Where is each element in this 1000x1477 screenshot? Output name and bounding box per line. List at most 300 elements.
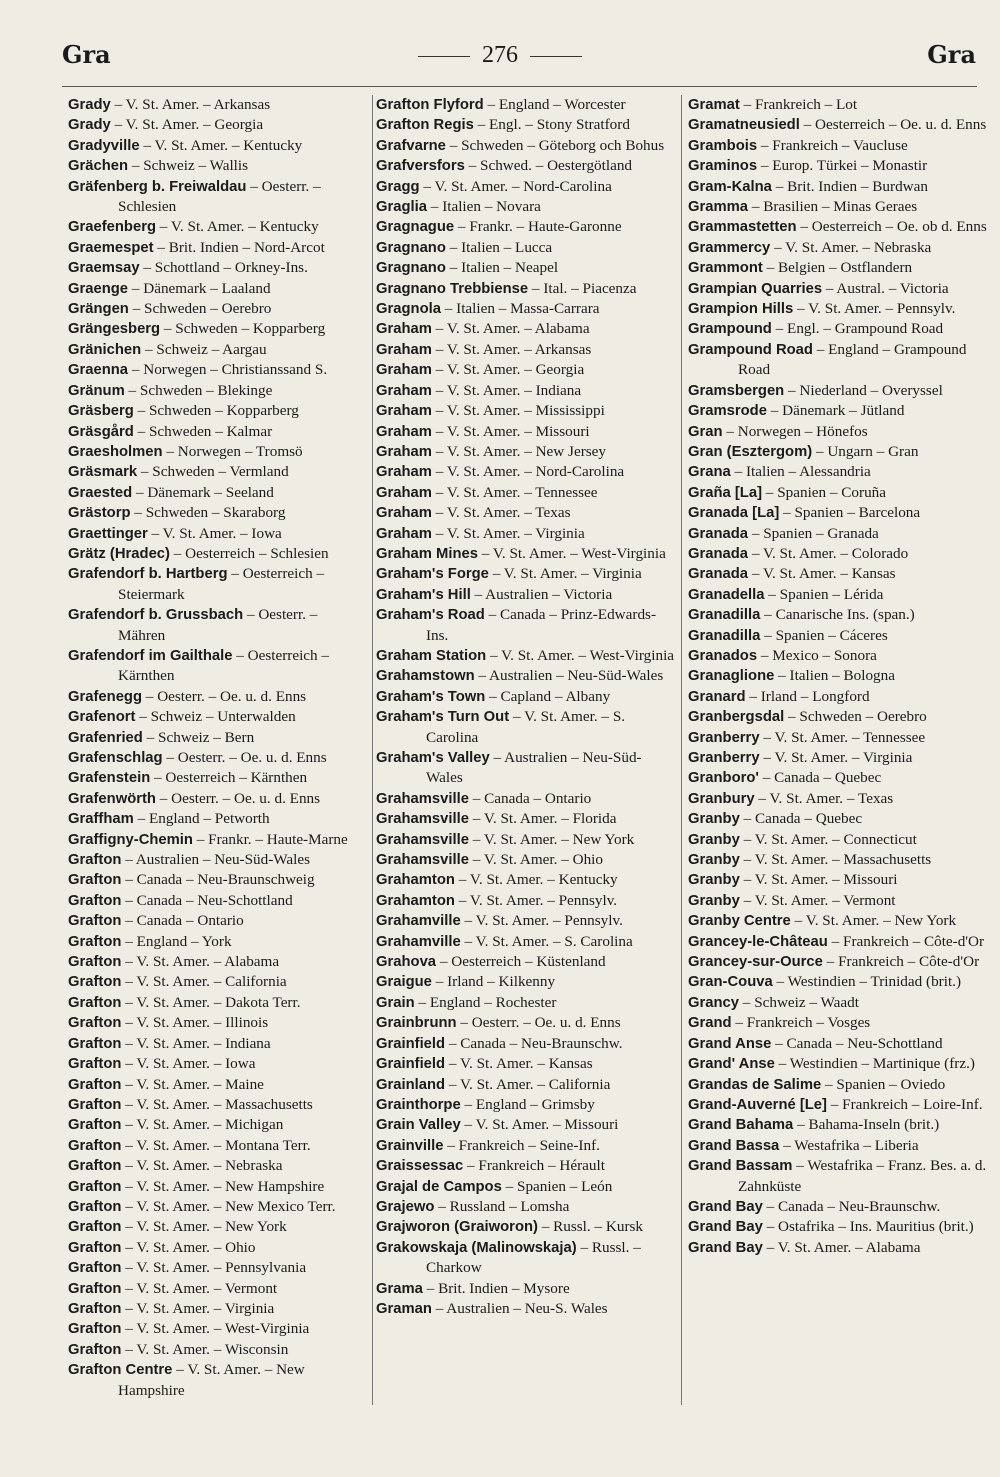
entry-headword: Graminos <box>688 158 758 175</box>
gazetteer-entry <box>376 544 676 564</box>
entry-headword: Granada [La] <box>688 505 780 522</box>
entry-location: – V. St. Amer. – New York <box>790 912 957 930</box>
entry-headword: Gränichen <box>68 341 142 358</box>
gazetteer-entry <box>688 789 988 809</box>
entry-headword: Granada <box>688 566 749 583</box>
gazetteer-entry <box>376 136 676 156</box>
entry-location: – Oesterreich – Kärnthen <box>118 646 330 685</box>
entry-location: – Ostafrika – Ins. Mauritius (brit.) <box>762 1218 974 1236</box>
entry-location: – Brit. Indien – Mysore <box>422 1279 570 1297</box>
entry-headword: Gräsgård <box>68 423 134 440</box>
page-number-dash-left <box>418 56 470 57</box>
entry-headword: Grampian Quarries <box>688 280 823 297</box>
entry-location: – Schweiz – Waadt <box>739 993 859 1011</box>
entry-headword: Grady <box>68 97 111 113</box>
gazetteer-entry <box>688 768 988 788</box>
entry-headword: Grand Bassam <box>688 1158 793 1175</box>
entry-headword: Grampion Hills <box>688 301 794 318</box>
gazetteer-entry <box>68 972 368 992</box>
entry-location: – V. St. Amer. – Tennessee <box>759 728 926 746</box>
page-number-dash-right <box>530 56 582 57</box>
entry-location: – V. St. Amer. – Pennsylv. <box>460 912 623 930</box>
gazetteer-entry <box>376 319 676 339</box>
gazetteer-entry <box>688 972 988 992</box>
entry-headword: Grafvarne <box>376 137 446 154</box>
gazetteer-entry <box>68 1034 368 1054</box>
entry-location: – Canada – Neu-Schottland <box>771 1034 943 1052</box>
gazetteer-entry <box>688 1013 988 1033</box>
entry-location: – Canada – Ontario <box>468 789 592 807</box>
entry-location: – Norwegen – Christianssand S. <box>128 361 328 379</box>
entry-location: – Schweiz – Wallis <box>128 157 249 175</box>
entry-location: – Frankreich – Vosges <box>731 1014 871 1032</box>
gazetteer-entry <box>688 870 988 890</box>
gazetteer-entry <box>68 462 368 482</box>
entry-location: – V. St. Amer. – Georgia <box>110 116 264 134</box>
entry-headword: Gran-Couva <box>688 974 773 991</box>
entry-headword: Granadella <box>688 586 765 603</box>
entry-location: – Bahama-Inseln (brit.) <box>793 1116 940 1134</box>
gazetteer-entry <box>376 687 676 707</box>
gazetteer-entry <box>376 1075 676 1095</box>
entry-headword: Grandas de Salime <box>688 1076 822 1093</box>
entry-location: – Engl. – Grampound Road <box>771 320 944 338</box>
entry-location: – V. St. Amer. – Nord-Carolina <box>431 463 625 481</box>
entry-location: – Brit. Indien – Nord-Arcot <box>153 238 325 256</box>
entry-headword: Gram-Kalna <box>688 178 772 195</box>
gazetteer-entry <box>68 340 368 360</box>
entry-headword: Gragg <box>376 178 420 195</box>
entry-location: – Australien – Neu-S. Wales <box>431 1299 608 1317</box>
entry-headword: Grampound <box>688 321 772 338</box>
entry-headword: Grafton <box>68 994 122 1011</box>
entry-location: – V. St. Amer. – California <box>121 973 287 991</box>
gazetteer-entry <box>688 177 988 197</box>
gazetteer-entry <box>688 136 988 156</box>
entry-headword: Grafton <box>68 974 122 991</box>
entry-location: – Canada – Neu-Braunschw. <box>762 1197 941 1215</box>
entry-location: – England – Grampound Road <box>738 340 967 379</box>
entry-headword: Grängen <box>68 301 129 318</box>
gazetteer-entry <box>68 401 368 421</box>
gazetteer-entry <box>376 524 676 544</box>
entry-location: – Schweden – Oerebro <box>128 300 272 318</box>
gazetteer-entry <box>68 993 368 1013</box>
entry-location: – Schottland – Orkney-Ins. <box>139 259 308 277</box>
gazetteer-entry <box>68 136 368 156</box>
entry-headword: Graman <box>376 1300 432 1317</box>
gazetteer-entry <box>376 1115 676 1135</box>
entry-location: – V. St. Amer. – West-Virginia <box>121 1320 310 1338</box>
entry-headword: Grafton <box>68 1260 122 1277</box>
entry-headword: Gragnano <box>376 239 446 256</box>
gazetteer-entry <box>376 360 676 380</box>
entry-headword: Graefenberg <box>68 219 156 236</box>
gazetteer-entry <box>68 1340 368 1360</box>
entry-headword: Grainbrunn <box>376 1015 457 1032</box>
entry-location: – Canada – Ontario <box>121 912 244 930</box>
page-number <box>0 42 1000 69</box>
gazetteer-entry <box>68 1299 368 1319</box>
entry-location: – Spanien – Granada <box>748 524 879 542</box>
entry-headword: Grahamville <box>376 933 461 950</box>
entry-location: – Schweden – Kopparberg <box>133 402 299 420</box>
gazetteer-entry <box>68 1177 368 1197</box>
entry-location: – Frankreich – Hérault <box>463 1157 605 1175</box>
gazetteer-entry <box>688 830 988 850</box>
gazetteer-entry <box>688 299 988 319</box>
entry-location: – Oesterr. – Schlesien <box>118 177 321 216</box>
column-2 <box>376 95 676 1319</box>
gazetteer-entry <box>68 1136 368 1156</box>
entry-location: – Canada – Quebec <box>758 769 882 787</box>
entry-location: – Oesterr. – Oe. u. d. Enns <box>155 789 321 807</box>
gazetteer-entry <box>68 1258 368 1278</box>
entry-headword: Grand' Anse <box>688 1056 775 1073</box>
column-divider <box>372 95 373 1405</box>
entry-headword: Grafenried <box>68 729 143 746</box>
gazetteer-entry <box>688 483 988 503</box>
gazetteer-entry <box>68 830 368 850</box>
entry-headword: Grafton <box>68 1035 122 1052</box>
entry-headword: Graham <box>376 464 432 481</box>
entry-location: – England – York <box>121 932 232 950</box>
gazetteer-entry <box>688 1115 988 1135</box>
entry-location: – V. St. Amer. – West-Virginia <box>477 544 666 562</box>
entry-headword: Grafton <box>68 954 122 971</box>
gazetteer-entry <box>376 483 676 503</box>
entry-headword: Grand Bay <box>688 1219 763 1236</box>
entry-headword: Grahamsville <box>376 831 469 848</box>
gazetteer-entry <box>376 156 676 176</box>
entry-location: – V. St. Amer. – Montana Terr. <box>121 1136 311 1154</box>
entry-headword: Grainville <box>376 1137 444 1154</box>
entry-headword: Grahamville <box>376 913 461 930</box>
entry-headword: Grängesberg <box>68 321 161 338</box>
entry-headword: Grächen <box>68 158 129 175</box>
entry-headword: Grammont <box>688 260 763 277</box>
entry-headword: Grand Bay <box>688 1239 763 1256</box>
gazetteer-entry <box>688 707 988 727</box>
entry-location: – V. St. Amer. – New Hampshire <box>121 1177 325 1195</box>
entry-headword: Graham <box>376 403 432 420</box>
entry-location: – Russland – Lomsha <box>434 1197 570 1215</box>
entry-location: – Australien – Neu-Süd-Wales <box>121 851 311 869</box>
gazetteer-entry <box>68 891 368 911</box>
entry-location: – Oesterreich – Kärnthen <box>150 769 308 787</box>
entry-location: – V. St. Amer. – Texas <box>431 504 571 522</box>
gazetteer-entry <box>68 1075 368 1095</box>
gazetteer-entry <box>68 258 368 278</box>
entry-location: – V. St. Amer. – Nebraska <box>121 1157 283 1175</box>
entry-location: – V. St. Amer. – Colorado <box>748 544 909 562</box>
entry-location: – Italien – Lucca <box>445 238 553 256</box>
entry-headword: Graham <box>376 505 432 522</box>
entry-headword: Grafendorf im Gailthale <box>68 647 233 664</box>
entry-headword: Gramatneusiedl <box>688 117 800 134</box>
gazetteer-entry <box>68 381 368 401</box>
entry-headword: Graffham <box>68 811 134 828</box>
entry-location: – Russl. – Kursk <box>537 1218 644 1236</box>
entry-location: – V. St. Amer. – Virginia <box>488 565 642 583</box>
entry-headword: Granados <box>688 647 758 664</box>
gazetteer-entry <box>688 585 988 605</box>
entry-location: – Oesterreich – Küstenland <box>436 953 606 971</box>
entry-headword: Grafton <box>68 1198 122 1215</box>
gazetteer-entry <box>376 1013 676 1033</box>
gazetteer-entry <box>688 1217 988 1237</box>
entry-location: – V. St. Amer. – Missouri <box>431 422 590 440</box>
entry-headword: Grancy <box>688 994 739 1011</box>
entry-location: – V. St. Amer. – New Hampshire <box>118 1361 305 1399</box>
gazetteer-entry <box>688 666 988 686</box>
entry-location: – Russl. – Charkow <box>426 1238 641 1277</box>
gazetteer-entry <box>68 646 368 687</box>
gazetteer-entry <box>376 1279 676 1299</box>
gazetteer-entry <box>68 422 368 442</box>
entry-headword: Grady <box>68 117 111 134</box>
gazetteer-entry <box>376 462 676 482</box>
entry-location: – Schweden – Oerebro <box>784 708 927 726</box>
running-head-right: Gra <box>927 40 976 69</box>
entry-location: – Dänemark – Laaland <box>128 279 271 297</box>
gazetteer-entry <box>376 299 676 319</box>
entry-location: – V. St. Amer. – Illinois <box>121 1014 269 1032</box>
gazetteer-entry <box>68 156 368 176</box>
entry-headword: Granby <box>688 852 740 869</box>
gazetteer-entry <box>376 177 676 197</box>
entry-location: – Italien – Neapel <box>445 259 559 277</box>
entry-location: – England – Grimsby <box>460 1095 595 1113</box>
entry-headword: Grafton <box>68 852 122 869</box>
entry-headword: Graham <box>376 525 432 542</box>
gazetteer-entry <box>688 401 988 421</box>
entry-location: – V. St. Amer. – Wisconsin <box>121 1340 289 1358</box>
entry-location: – Ital. – Piacenza <box>528 279 637 297</box>
entry-location: – V. St. Amer. – Kentucky <box>139 136 303 154</box>
entry-location: – Canada – Neu-Braunschw. <box>445 1034 623 1052</box>
gazetteer-entry <box>68 1054 368 1074</box>
entry-headword: Grakowskaja (Malinowskaja) <box>376 1239 577 1256</box>
gazetteer-entry <box>688 564 988 584</box>
entry-headword: Grafenstein <box>68 770 151 787</box>
entry-location: – Frankr. – Haute-Marne <box>192 830 348 848</box>
entry-headword: Grafton <box>68 1219 122 1236</box>
entry-headword: Graham's Town <box>376 688 486 705</box>
entry-headword: Grain Valley <box>376 1117 461 1134</box>
entry-headword: Graham <box>376 484 432 501</box>
entry-headword: Granard <box>688 688 746 705</box>
gazetteer-entry <box>688 1136 988 1156</box>
entry-location: – Spanien – León <box>501 1177 613 1195</box>
entry-headword: Grahamsville <box>376 852 469 869</box>
entry-location: – Oesterr. – Oe. u. d. Enns <box>162 749 327 766</box>
entry-location: – Schweden – Blekinge <box>124 381 273 399</box>
gazetteer-entry <box>68 1013 368 1033</box>
entry-location: – V. St. Amer. – Georgia <box>431 361 585 379</box>
gazetteer-entry <box>376 605 676 646</box>
entry-location: – V. St. Amer. – Pennsylvania <box>121 1259 307 1277</box>
entry-headword: Graham <box>376 382 432 399</box>
entry-headword: Grafton Regis <box>376 117 474 134</box>
gazetteer-entry <box>68 238 368 258</box>
gazetteer-entry <box>376 279 676 299</box>
entry-headword: Grand-Auverné [Le] <box>688 1096 827 1113</box>
gazetteer-entry <box>688 115 988 135</box>
gazetteer-entry <box>688 340 988 381</box>
entry-headword: Grammastetten <box>688 219 797 236</box>
entry-headword: Grahova <box>376 954 437 971</box>
entry-headword: Granaglione <box>688 668 775 685</box>
gazetteer-entry <box>68 483 368 503</box>
entry-headword: Gramsbergen <box>688 382 785 399</box>
entry-location: – V. St. Amer. – Missouri <box>739 871 898 889</box>
entry-location: – Australien – Neu-Süd-Wales <box>474 667 664 685</box>
entry-headword: Graigue <box>376 974 432 991</box>
entry-location: – Westindien – Martinique (frz.) <box>774 1055 975 1073</box>
entry-location: – Belgien – Ostflandern <box>762 259 913 277</box>
gazetteer-entry <box>376 830 676 850</box>
gazetteer-entry <box>68 850 368 870</box>
entry-location: – Italien – Massa-Carrara <box>440 300 600 318</box>
entry-headword: Gräsmark <box>68 464 138 481</box>
entry-headword: Grafton <box>68 1321 122 1338</box>
entry-location: – Westindien – Trinidad (brit.) <box>772 973 962 991</box>
gazetteer-entry <box>376 1177 676 1197</box>
entry-location: – V. St. Amer. – Iowa <box>121 1055 256 1073</box>
entry-headword: Grand <box>688 1015 732 1032</box>
gazetteer-entry <box>376 932 676 952</box>
entry-location: – Europ. Türkei – Monastir <box>757 157 928 175</box>
entry-headword: Grafton <box>68 913 122 930</box>
gazetteer-entry <box>688 503 988 523</box>
entry-location: – V. St. Amer. – Kentucky <box>156 218 319 236</box>
gazetteer-entry <box>68 1360 368 1401</box>
entry-location: – V. St. Amer. – Vermont <box>121 1279 278 1297</box>
entry-location: – V. St. Amer. – Mississippi <box>431 402 605 420</box>
entry-headword: Grafendorf b. Hartberg <box>68 566 228 583</box>
gazetteer-entry <box>376 401 676 421</box>
entry-location: – V. St. Amer. – New Mexico Terr. <box>121 1197 336 1215</box>
entry-location: – Schweden – Skaraborg <box>130 504 286 522</box>
column-1 <box>68 95 368 1401</box>
entry-location: – Schwed. – Oestergötland <box>464 157 633 175</box>
entry-headword: Graenna <box>68 362 129 379</box>
entry-location: – V. St. Amer. – Virginia <box>431 524 585 542</box>
gazetteer-entry <box>376 197 676 217</box>
entry-headword: Gräfenberg b. Freiwaldau <box>68 178 247 195</box>
entry-location: – Oesterr. – Oe. u. d. Enns <box>456 1014 621 1032</box>
gazetteer-entry <box>688 462 988 482</box>
gazetteer-entry <box>376 1034 676 1054</box>
entry-location: – V. St. Amer. – Massachusetts <box>121 1095 313 1113</box>
page-number-text: 276 <box>482 42 518 68</box>
gazetteer-entry <box>376 1299 676 1319</box>
entry-headword: Grammercy <box>688 239 771 256</box>
entry-headword: Grahamstown <box>376 668 475 685</box>
entry-location: – Spanien – Coruña <box>762 483 887 501</box>
entry-headword: Graettinger <box>68 525 148 542</box>
gazetteer-entry <box>376 1156 676 1176</box>
entry-headword: Grafton <box>68 872 122 889</box>
page-header <box>0 40 1000 80</box>
entry-headword: Granbergsdal <box>688 709 785 726</box>
gazetteer-entry <box>688 687 988 707</box>
gazetteer-entry <box>376 1197 676 1217</box>
entry-headword: Grand Bay <box>688 1198 763 1215</box>
entry-location: – V. St. Amer. – Iowa <box>147 524 282 542</box>
gazetteer-entry <box>68 952 368 972</box>
entry-headword: Graham's Turn Out <box>376 709 510 726</box>
entry-headword: Grampound Road <box>688 341 813 358</box>
entry-headword: Grafton <box>68 1056 122 1073</box>
gazetteer-entry <box>68 95 368 115</box>
gazetteer-entry <box>688 646 988 666</box>
entry-headword: Grafton Centre <box>68 1362 173 1379</box>
gazetteer-entry <box>376 503 676 523</box>
gazetteer-entry <box>68 524 368 544</box>
gazetteer-entry <box>376 381 676 401</box>
entry-headword: Graham Station <box>376 647 487 664</box>
entry-location: – V. St. Amer. – Ohio <box>468 851 603 869</box>
entry-headword: Gräsberg <box>68 403 134 420</box>
entry-headword: Gramat <box>688 97 740 113</box>
entry-location: – Canada – Prinz-Edwards-Ins. <box>426 606 657 644</box>
entry-headword: Grafenschlag <box>68 750 163 766</box>
gazetteer-entry <box>688 993 988 1013</box>
entry-headword: Gramsrode <box>688 403 767 420</box>
entry-headword: Graham <box>376 321 432 338</box>
gazetteer-entry <box>376 95 676 115</box>
column-3 <box>688 95 988 1258</box>
entry-location: – Schweden – Kopparberg <box>160 320 326 338</box>
gazetteer-entry <box>688 422 988 442</box>
entry-headword: Grafton Flyford <box>376 97 484 113</box>
entry-headword: Grahamton <box>376 892 455 909</box>
gazetteer-entry <box>688 932 988 952</box>
header-rule <box>62 86 977 87</box>
entry-location: – Australien – Neu-Süd-Wales <box>426 749 642 787</box>
entry-location: – Oesterreich – Schlesien <box>169 544 329 562</box>
entry-location: – Brit. Indien – Burdwan <box>771 177 928 195</box>
entry-headword: Graffigny-Chemin <box>68 831 193 848</box>
entry-headword: Grand Bahama <box>688 1117 794 1134</box>
entry-location: – V. St. Amer. – Alabama <box>431 320 590 338</box>
gazetteer-entry <box>688 95 988 115</box>
entry-headword: Grajewo <box>376 1198 435 1215</box>
gazetteer-entry <box>688 1054 988 1074</box>
entry-location: – Canada – Neu-Schottland <box>121 891 293 909</box>
entry-headword: Grafenegg <box>68 688 142 705</box>
entry-location: – Frankreich – Côte-d'Or <box>827 932 985 950</box>
gazetteer-entry <box>688 1034 988 1054</box>
gazetteer-entry <box>68 1197 368 1217</box>
entry-headword: Grafenwörth <box>68 790 156 807</box>
gazetteer-entry <box>376 972 676 992</box>
gazetteer-entry <box>68 279 368 299</box>
entry-headword: Grainfield <box>376 1056 446 1073</box>
gazetteer-entry <box>376 340 676 360</box>
entry-headword: Gragnola <box>376 301 441 318</box>
entry-location: – Oesterr. – Mähren <box>118 606 318 644</box>
entry-headword: Granboro' <box>688 770 759 787</box>
gazetteer-entry <box>688 626 988 646</box>
gazetteer-entry <box>68 360 368 380</box>
gazetteer-entry <box>376 115 676 135</box>
entry-location: – Oesterreich – Steiermark <box>118 565 325 603</box>
gazetteer-entry <box>68 1095 368 1115</box>
entry-location: – Oesterreich – Oe. u. d. Enns <box>799 116 987 134</box>
